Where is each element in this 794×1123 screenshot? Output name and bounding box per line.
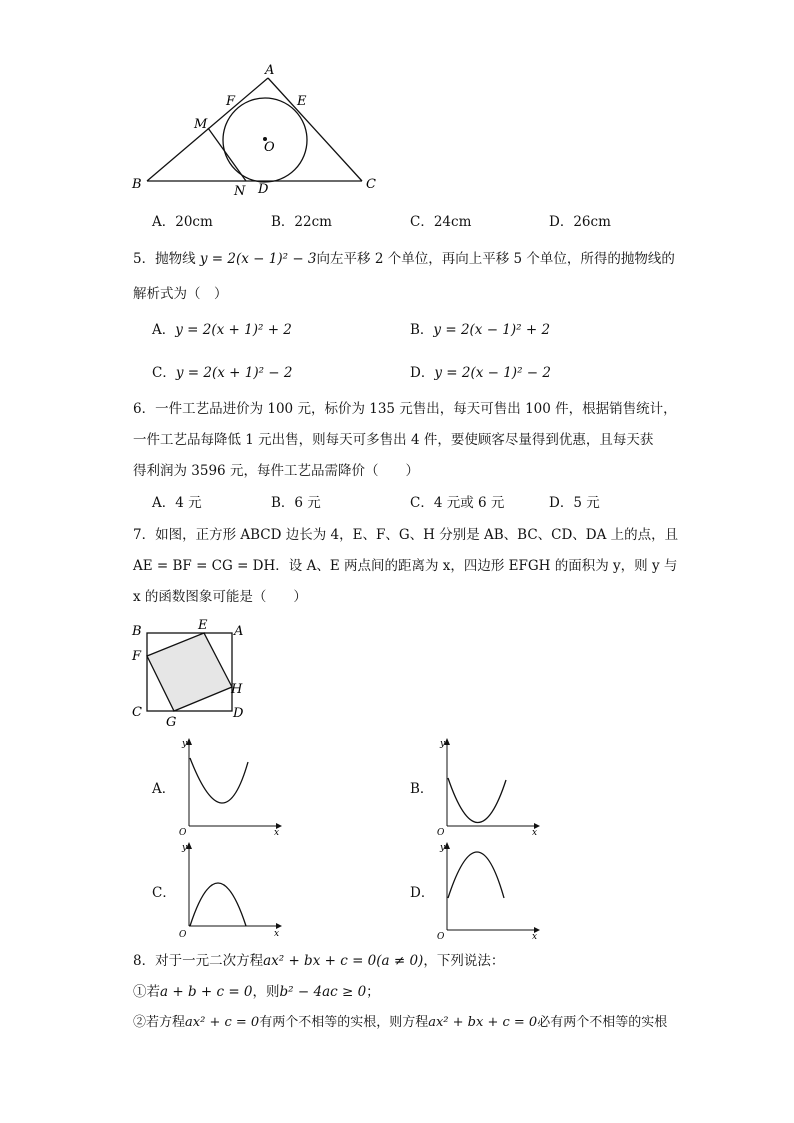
side-ac	[268, 78, 362, 181]
q5-option-d-letter: D．	[410, 365, 435, 381]
q8-item2-formula: ax² + c = 0	[185, 1015, 260, 1030]
q7-line1: 7．如图，正方形 ABCD 边长为 4，E、F、G、H 分别是 AB、BC、CD、DA 上的点，且	[133, 527, 679, 543]
q8-item2	[133, 1014, 667, 1032]
q5-stem-suffix: 向左平移 2 个单位，再向上平移 5 个单位，所得的抛物线的	[316, 251, 675, 267]
q8-item1-formula: a + b + c = 0	[160, 984, 253, 1000]
q8-item1-mid: ，则	[252, 984, 280, 1000]
q8-item2-suffix: 必有两个不相等的实根	[537, 1015, 668, 1030]
axis-x-label: x	[532, 828, 538, 836]
curve	[448, 778, 506, 823]
q5-option-d[interactable]	[410, 364, 551, 382]
q8-line1-prefix: 8．对于一元二次方程	[133, 953, 264, 969]
q6-line3: 得利润为 3596 元，每件工艺品需降价（ ）	[133, 463, 419, 479]
q4-triangle-figure	[120, 58, 400, 200]
q6-option-c[interactable]: C．4 元或 6 元	[410, 495, 505, 511]
q6-option-a[interactable]: A．4 元	[152, 495, 202, 511]
q7-line3: x 的函数图象可能是（ ）	[133, 589, 307, 605]
q5-option-c[interactable]	[152, 364, 292, 382]
sq-label-a: A	[234, 624, 244, 639]
q4-option-d[interactable]: D．26cm	[549, 214, 611, 230]
q7-option-c-label[interactable]: C．	[152, 885, 176, 901]
origin-label: O	[437, 828, 445, 836]
q8-item2-mid: 有两个不相等的实根，则方程	[259, 1015, 429, 1030]
axis-y-label: y	[182, 843, 188, 853]
sq-label-d: D	[233, 706, 244, 721]
q5-option-a[interactable]	[152, 321, 292, 339]
q5-option-c-letter: C．	[152, 365, 176, 381]
q6-line1: 6．一件工艺品进价为 100 元，标价为 135 元售出，每天可售出 100 件，根据销售统计，	[133, 401, 677, 417]
q5-option-b-letter: B．	[410, 322, 434, 338]
q4-option-c[interactable]: C．24cm	[410, 214, 472, 230]
q5-option-a-letter: A．	[152, 322, 176, 338]
q8-line1-suffix: ，下列说法：	[423, 953, 505, 969]
side-ba	[147, 78, 268, 181]
q7-square-figure	[128, 618, 258, 730]
q8-item2-prefix: ②若方程	[133, 1015, 186, 1030]
label-m: M	[194, 117, 208, 132]
q7-option-d-label[interactable]: D．	[410, 885, 435, 901]
q5-option-d-formula: y = 2(x − 1)² − 2	[434, 365, 551, 381]
q6-option-b[interactable]: B．6 元	[271, 495, 321, 511]
q5-option-b[interactable]	[410, 321, 550, 339]
curve	[190, 883, 246, 926]
q5-option-b-formula: y = 2(x − 1)² + 2	[433, 322, 551, 338]
q5-option-c-formula: y = 2(x + 1)² − 2	[175, 365, 293, 381]
q7-option-a-label[interactable]: A．	[152, 781, 176, 797]
label-d: D	[258, 182, 269, 197]
q4-option-b[interactable]: B．22cm	[271, 214, 332, 230]
label-f: F	[226, 94, 236, 109]
q8-item1	[133, 983, 380, 1001]
sq-label-e: E	[198, 618, 208, 633]
label-b: B	[132, 177, 142, 192]
tangent-mn	[208, 128, 246, 181]
q5-option-a-formula: y = 2(x + 1)² + 2	[175, 322, 292, 338]
axis-x-label: x	[274, 929, 280, 939]
q7-line2: AE = BF = CG = DH．设 A、E 两点间的距离为 x，四边形 EFGH 的面积为 y，则 y 与	[133, 558, 678, 574]
q5-stem-line1	[133, 250, 675, 268]
label-a: A	[265, 63, 275, 78]
curve	[448, 852, 504, 898]
q4-option-a[interactable]: A．20cm	[152, 214, 213, 230]
label-o: O	[264, 140, 275, 155]
origin-label: O	[179, 828, 187, 836]
origin-label: O	[437, 932, 445, 940]
q8-line1	[133, 952, 504, 970]
label-e: E	[297, 94, 307, 109]
q7-option-b-label[interactable]: B．	[410, 781, 434, 797]
origin-label: O	[179, 930, 187, 940]
sq-label-h: H	[231, 682, 243, 697]
axis-y-label: y	[440, 843, 446, 853]
q8-item1-prefix: ①若	[133, 984, 160, 1000]
sq-label-b: B	[132, 624, 142, 639]
q8-item1-formula2: b² − 4ac ≥ 0	[279, 984, 367, 1000]
sq-label-f: F	[132, 649, 142, 664]
q7-option-d-graph[interactable]	[434, 840, 544, 940]
q5-stem-prefix: 5．抛物线	[133, 251, 196, 267]
q7-option-c-graph[interactable]	[176, 840, 286, 940]
label-c: C	[366, 177, 376, 192]
curve	[190, 758, 248, 803]
q7-option-b-graph[interactable]	[434, 736, 544, 836]
q6-line2: 一件工艺品每降低 1 元出售，则每天可多售出 4 件，要使顾客尽量得到优惠，且每天获	[133, 432, 654, 448]
sq-label-c: C	[132, 705, 142, 720]
sq-label-g: G	[166, 715, 177, 730]
quad-efgh	[147, 633, 232, 711]
q8-item2-formula2: ax² + bx + c = 0	[428, 1015, 538, 1030]
q5-stem-line2: 解析式为（ ）	[133, 286, 228, 302]
q8-item1-suffix: ；	[366, 984, 380, 1000]
axis-y-label: y	[440, 739, 446, 749]
q7-option-a-graph[interactable]	[176, 736, 286, 836]
axis-y-label: y	[182, 739, 188, 749]
axis-x-label: x	[532, 932, 538, 940]
axis-x-label: x	[274, 828, 280, 836]
label-n: N	[234, 184, 246, 199]
q8-line1-formula: ax² + bx + c = 0(a ≠ 0)	[263, 953, 424, 969]
q6-option-d[interactable]: D．5 元	[549, 495, 600, 511]
q5-stem-formula: y = 2(x − 1)² − 3	[199, 251, 317, 267]
